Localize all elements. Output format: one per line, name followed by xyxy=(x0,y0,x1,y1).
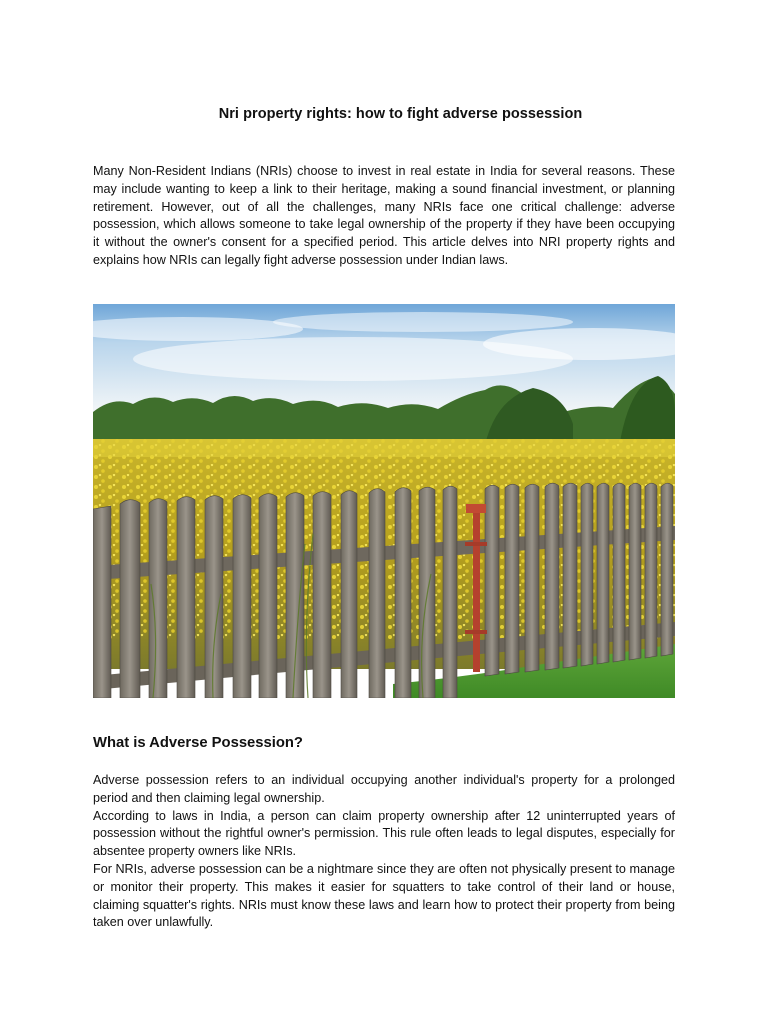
section-heading: What is Adverse Possession? xyxy=(93,735,303,751)
page-title: Nri property rights: how to fight adverse possession xyxy=(218,106,583,122)
fence-field-photo xyxy=(93,304,675,698)
section-paragraph: For NRIs, adverse possession can be a nightmare since they are often not physically present to manage or monitor their property. This makes it easier for squatters to take control of their land or house, claiming squatter's rights. NRIs must know these laws and learn how to protect their property from being taken over unlawfully. xyxy=(93,861,675,930)
intro-paragraph: Many Non-Resident Indians (NRIs) choose to invest in real estate in India for several reasons. These may include wanting to keep a link to their heritage, making a sound financial investment, or planning retirement. However, out of all the challenges, many NRIs face one critical challenge: adverse possession, which allows someone to take legal ownership of the property if they have been occupying it without the owner's consent for a specified period. This article delves into NRI property rights and explains how NRIs can legally fight adverse possession under Indian laws. xyxy=(93,164,675,267)
section-paragraph: According to laws in India, a person can claim property ownership after 12 uninterrupted years of possession without the rightful owner's permission. This rule often leads to legal disputes, especially for absentee property owners like NRIs. xyxy=(93,808,675,859)
section-body xyxy=(93,772,675,932)
section-paragraph: Adverse possession refers to an individual occupying another individual's property for a prolonged period and then claiming legal ownership. xyxy=(93,773,675,805)
